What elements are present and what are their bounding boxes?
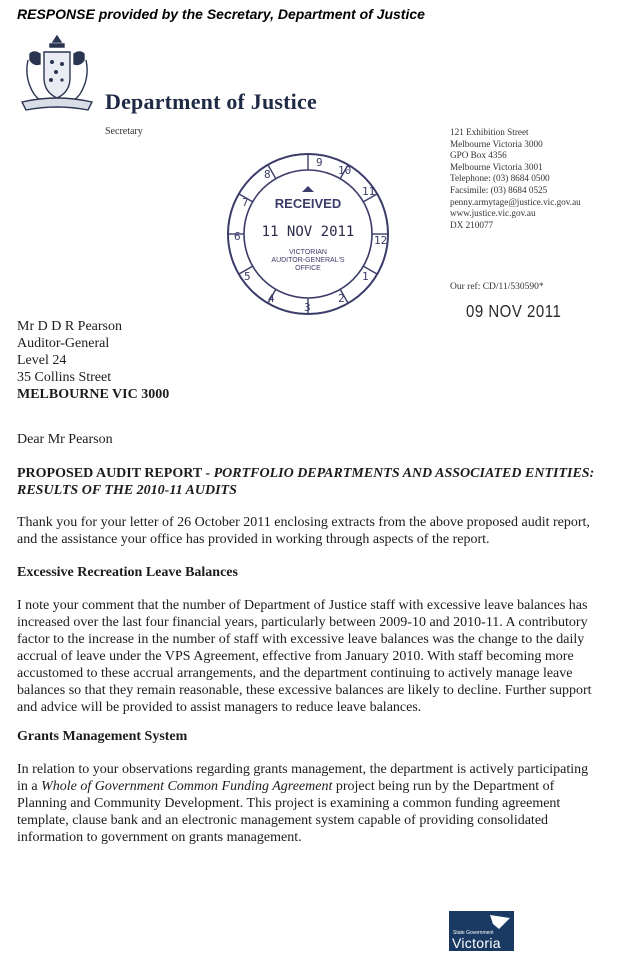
letter-date: 09 NOV 2011 xyxy=(466,302,562,322)
department-name: Department of Justice xyxy=(105,89,317,114)
address-line: Melbourne Victoria 3000 xyxy=(450,138,543,149)
address-line: 121 Exhibition Street xyxy=(450,127,529,137)
svg-text:3: 3 xyxy=(304,301,311,314)
paragraph-line: increased over the last four financial years, particularly between 2009-10 and 2010-11. A contributory xyxy=(17,615,588,630)
paragraph-line: template, clause bank and an electronic management system capable of providing consolidated xyxy=(17,813,549,828)
recipient-line: Level 24 xyxy=(17,353,67,368)
paragraph-line: information to government on grants management. xyxy=(17,830,302,845)
salutation: Dear Mr Pearson xyxy=(17,432,113,447)
stamp-office-line: AUDITOR-GENERAL'S xyxy=(271,257,345,264)
address-line: Telephone: (03) 8684 0500 xyxy=(450,173,550,184)
subject-title: PORTFOLIO DEPARTMENTS AND ASSOCIATED ENTITIES: xyxy=(213,466,595,481)
recipient-city-line: MELBOURNE VIC 3000 xyxy=(17,387,170,402)
paragraph-line: accrual of leave under the VPS Agreement, effective from January 2010. With staff becoming more xyxy=(17,649,574,664)
stamp-date-text: 11 NOV 2011 xyxy=(261,224,355,240)
svg-text:7: 7 xyxy=(242,196,249,209)
address-line: Melbourne Victoria 3001 xyxy=(450,161,543,172)
paragraph-line: Thank you for your letter of 26 October 2011 enclosing extracts from the above proposed audit report, xyxy=(17,515,590,530)
subject-line xyxy=(17,465,617,499)
svg-text:5: 5 xyxy=(244,270,251,283)
logo-small-text: State Government xyxy=(453,930,494,936)
paragraph-line: I note your comment that the number of Department of Justice staff with excessive leave balances has xyxy=(17,598,588,613)
victoria-government-logo xyxy=(449,911,514,951)
paragraph-line xyxy=(17,778,617,795)
victoria-map-icon xyxy=(489,913,511,931)
recipient-line: 35 Collins Street xyxy=(17,370,112,385)
svg-text:1: 1 xyxy=(362,270,369,283)
recipient-address xyxy=(17,318,169,403)
website-line: www.justice.vic.gov.au xyxy=(450,208,536,219)
secretary-label: Secretary xyxy=(105,126,143,137)
svg-text:2: 2 xyxy=(338,292,345,305)
svg-text:8: 8 xyxy=(264,168,271,181)
svg-text:9: 9 xyxy=(316,156,323,169)
subject-prefix: PROPOSED AUDIT REPORT - xyxy=(17,466,214,481)
stamp-received-text: RECEIVED xyxy=(274,196,342,211)
svg-text:6: 6 xyxy=(234,230,241,243)
recipient-line: Mr D D R Pearson xyxy=(17,319,122,334)
paragraph-leave xyxy=(17,597,617,716)
paragraph-line: and advice will be provided to assist managers to reduce leave balances. xyxy=(17,700,422,715)
heading-grants-management: Grants Management System xyxy=(17,729,188,744)
address-line: GPO Box 4356 xyxy=(450,150,507,161)
recipient-line: Auditor-General xyxy=(17,336,110,351)
paragraph-line: factor to the increase in the number of staff with excessive leave balances was the change to the daily xyxy=(17,632,585,647)
text-run: in a xyxy=(17,779,42,794)
subject-title-cont: RESULTS OF THE 2010-11 AUDITS xyxy=(17,483,237,498)
sender-address xyxy=(450,127,581,231)
stamp-office-line: VICTORIAN xyxy=(289,249,327,256)
svg-text:4: 4 xyxy=(268,292,275,305)
paragraph-line: and the assistance your office has provided in working through aspects of the report. xyxy=(17,532,490,547)
dx-line: DX 210077 xyxy=(450,219,494,230)
coat-of-arms-logo xyxy=(16,30,98,116)
received-stamp xyxy=(224,150,392,318)
address-line: Facsimile: (03) 8684 0525 xyxy=(450,184,548,195)
page-header: RESPONSE provided by the Secretary, Department of Justice xyxy=(17,6,425,22)
heading-leave-balances: Excessive Recreation Leave Balances xyxy=(17,565,238,580)
paragraph-intro xyxy=(17,514,617,548)
stamp-office-line: OFFICE xyxy=(295,265,321,272)
paragraph-line: In relation to your observations regarding grants management, the department is actively participating xyxy=(17,762,589,777)
paragraph-line: accustomed to these accrual arrangements, and the department continuing to actively manage leave xyxy=(17,666,573,681)
our-reference: Our ref: CD/11/530590* xyxy=(450,282,544,292)
agreement-name: Whole of Government Common Funding Agreement xyxy=(41,779,333,794)
text-run: project being run by the Department of xyxy=(332,779,555,794)
svg-text:12: 12 xyxy=(374,234,388,247)
paragraph-line: Planning and Community Development. This project is examining a common funding agreement xyxy=(17,796,561,811)
logo-name: Victoria xyxy=(452,935,501,951)
paragraph-line: balances so that they remain reasonable, these excessive balances are likely to decline. Further support xyxy=(17,683,592,698)
paragraph-grants xyxy=(17,761,617,846)
email-line: penny.armytage@justice.vic.gov.au xyxy=(450,196,581,207)
svg-text:10: 10 xyxy=(338,164,352,177)
svg-text:11: 11 xyxy=(362,185,376,198)
